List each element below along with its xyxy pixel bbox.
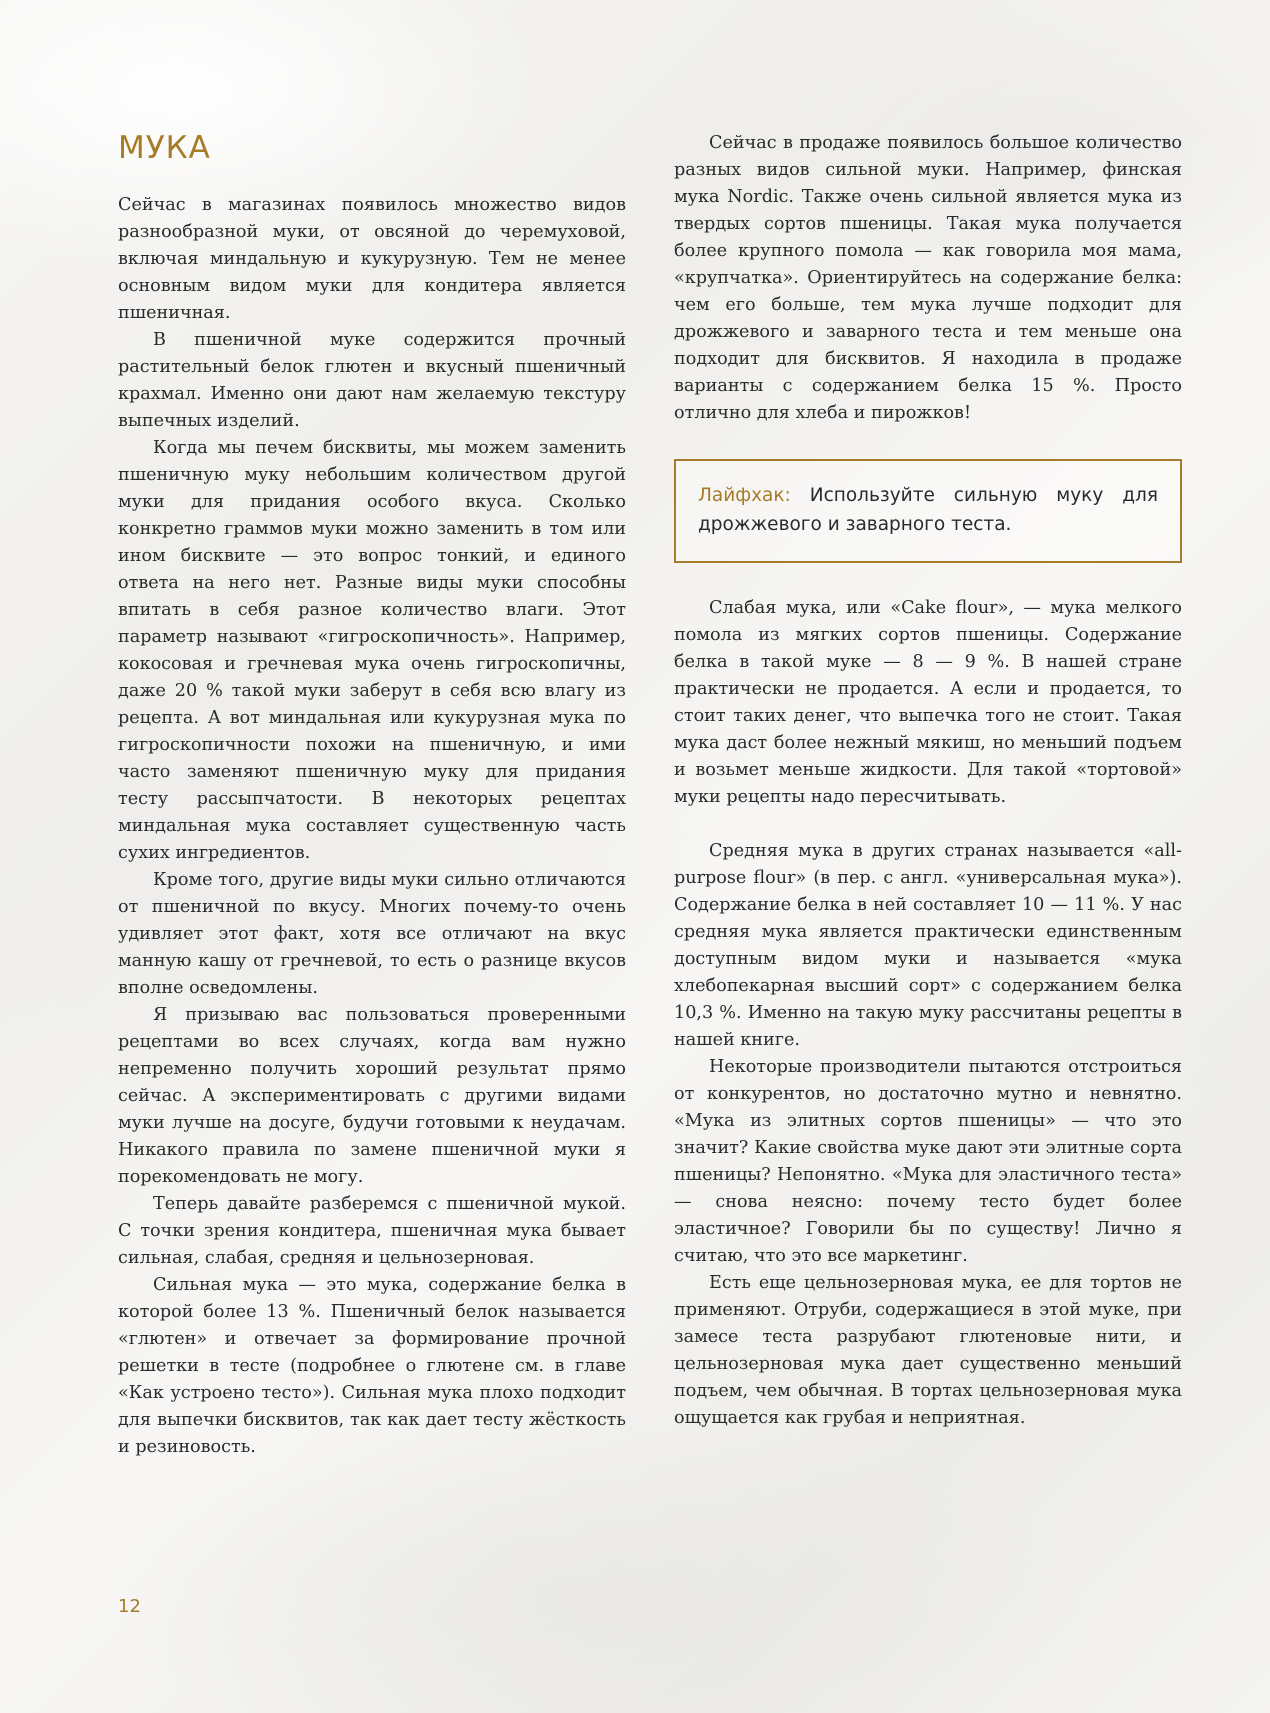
- paragraph: Теперь давайте разберемся с пшеничной мукой. С точки зрения кондитера, пшеничная мука бывает сильная, слабая, средняя и цельнозерновая.: [118, 1194, 626, 1268]
- left-column: [118, 130, 626, 1461]
- paragraph: Сейчас в продаже появилось большое количество разных видов сильной муки. Например, финская мука Nordic. Также очень сильной является мука из твердых сортов пшеницы. Такая мука получается более крупного помола — как говорила моя мама, «крупчатка». Ориентируйтесь на содержание белка: чем его больше, тем мука лучше подходит для дрожжевого и заварного теста и тем меньше она подходит для бисквитов. Я находила в продаже варианты с содержанием белка 15 %. Просто отлично для хлеба и пирожков!: [674, 133, 1182, 423]
- paragraph: Сейчас в магазинах появилось множество видов разнообразной муки, от овсяной до черемуховой, включая миндальную и кукурузную. Тем не менее основным видом муки для кондитера является пшеничная.: [118, 195, 626, 323]
- paragraph: Сильная мука — это мука, содержание белка в которой более 13 %. Пшеничный белок называется «глютен» и отвечает за формирование прочной решетки в тесте (подробнее о глютене см. в главе «Как устроено тесто»). Сильная мука плохо подходит для выпечки бисквитов, так как дает тесту жёсткость и резиновость.: [118, 1275, 626, 1457]
- right-column: [674, 130, 1182, 1432]
- paragraph: В пшеничной муке содержится прочный растительный белок глютен и вкусный пшеничный крахмал. Именно они дают нам желаемую текстуру выпечных изделий.: [118, 330, 626, 431]
- page-title: МУКА: [118, 130, 211, 166]
- paragraph: Есть еще цельнозерновая мука, ее для тортов не применяют. Отруби, содержащиеся в этой муке, при замесе теста разрубают глютеновые нити, и цельнозерновая мука дает существенно меньший подъем, чем обычная. В тортах цельнозерновая мука ощущается как грубая и неприятная.: [674, 1273, 1182, 1428]
- paragraph: Слабая мука, или «Cake flour», — мука мелкого помола из мягких сортов пшеницы. Содержание белка в такой муке — 8 — 9 %. В нашей стране практически не продается. А если и продается, то стоит таких денег, что выпечка того не стоит. Такая мука даст более нежный мякиш, но меньший подъем и возьмет меньше жидкости. Для такой «тортовой» муки рецепты надо пересчитывать.: [674, 598, 1182, 807]
- lifehack-label: Лайфхак:: [698, 485, 791, 506]
- page-number: 12: [118, 1596, 141, 1617]
- lifehack-text: Используйте сильную муку для дрожжевого и заварного теста.: [698, 485, 1158, 535]
- lifehack-box: [674, 459, 1182, 563]
- paragraph: Средняя мука в других странах называется «all-purpose flour» (в пер. с англ. «универсальная мука»). Содержание белка в ней составляет 10 — 11 %. У нас средняя мука является практически единственным доступным видом муки и называется «мука хлебопекарная высший сорт» с содержанием белка 10,3 %. Именно на такую муку рассчитаны рецепты в нашей книге.: [674, 841, 1182, 1050]
- paragraph: Некоторые производители пытаются отстроиться от конкурентов, но достаточно мутно и невнятно. «Мука из элитных сортов пшеницы» — что это значит? Какие свойства муке дают эти элитные сорта пшеницы? Непонятно. «Мука для эластичного теста» — снова неясно: почему тесто будет более эластичное? Говорили бы по существу! Лично я считаю, что это все маркетинг.: [674, 1057, 1182, 1266]
- paragraph: Когда мы печем бисквиты, мы можем заменить пшеничную муку небольшим количеством другой муки для придания особого вкуса. Сколько конкретно граммов муки можно заменить в том или ином бисквите — это вопрос тонкий, и единого ответа на него нет. Разные виды муки способны впитать в себя разное количество влаги. Этот параметр называют «гигроскопичность». Например, кокосовая и гречневая мука очень гигроскопичны, даже 20 % такой муки заберут в себя всю влагу из рецепта. А вот миндальная или кукурузная мука по гигроскопичности похожи на пшеничную, и ими часто заменяют пшеничную муку для придания тесту рассыпчатости. В некоторых рецептах миндальная мука составляет существенную часть сухих ингредиентов.: [118, 438, 626, 863]
- paragraph: Я призываю вас пользоваться проверенными рецептами во всех случаях, когда вам нужно непременно получить хороший результат прямо сейчас. А экспериментировать с другими видами муки лучше на досуге, будучи готовыми к неудачам. Никакого правила по замене пшеничной муки я порекомендовать не могу.: [118, 1005, 626, 1187]
- paragraph: Кроме того, другие виды муки сильно отличаются от пшеничной по вкусу. Многих почему-то очень удивляет этот факт, хотя все отличают на вкус манную кашу от гречневой, то есть о разнице вкусов вполне осведомлены.: [118, 870, 626, 998]
